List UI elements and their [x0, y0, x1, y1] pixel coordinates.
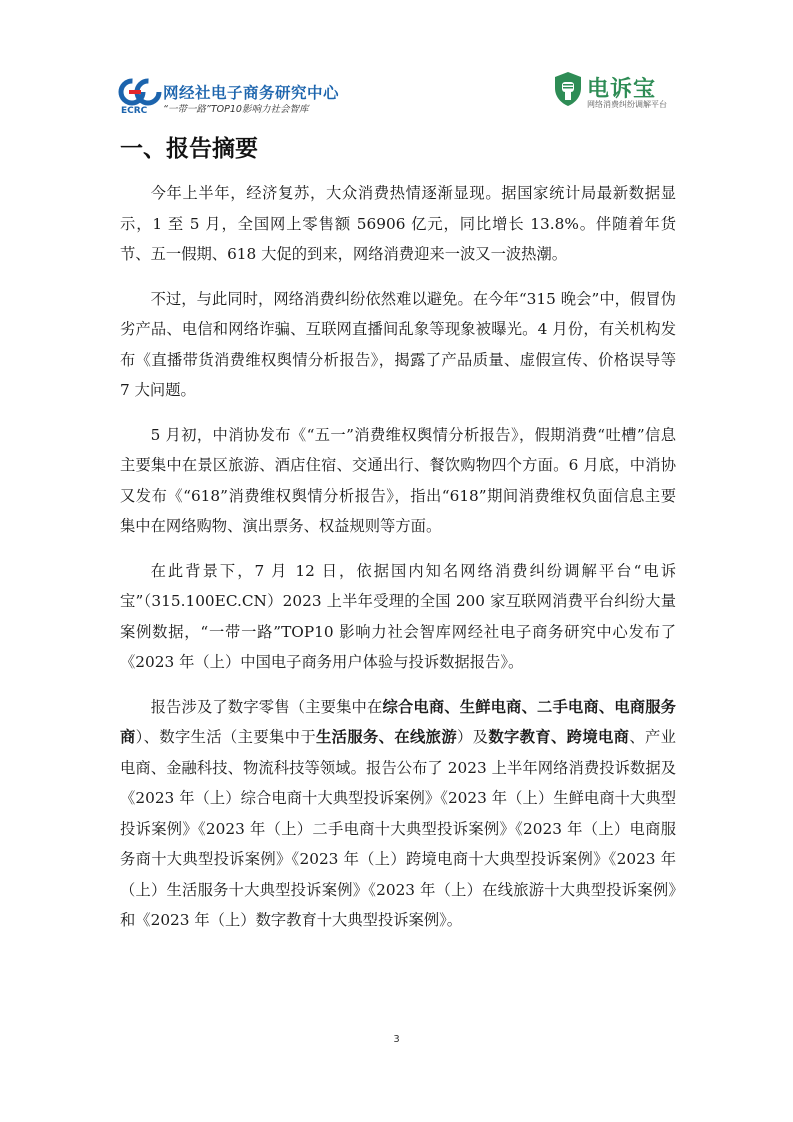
- dianshubao-logo: [553, 70, 683, 116]
- paragraph-5: [120, 692, 676, 936]
- paragraph-5-bold-2: 生活服务、在线旅游: [316, 728, 457, 746]
- page-number: 3: [393, 1034, 400, 1045]
- ecrc-logo: [118, 78, 348, 120]
- shield-fist-logo-icon: [553, 70, 583, 108]
- ecrc-logo-title: 网经社电子商务研究中心: [163, 84, 340, 102]
- paragraph-4: 在此背景下，7 月 12 日，依据国内知名网络消费纠纷调解平台“电诉宝”（315.100EC.CN）2023 上半年受理的全国 200 家互联网消费平台纠纷大量案例数据，“一带一路”TOP10 影响力社会智库网经社电子商务研究中心发布了《2023 年（上）中国电子商务用户体验与投诉数据报告》。: [120, 561, 676, 671]
- page-header: [0, 0, 793, 120]
- paragraph-5-text-4: 、产业电商、金融科技、物流科技等领域。报告公布了 2023 上半年网络消费投诉数据及《2023 年（上）综合电商十大典型投诉案例》《2023 年（上）生鲜电商十大典型投诉案例》《2023 年（上）二手电商十大典型投诉案例》《2023 年（上）电商服务商十大典型投诉案例》《2023 年（上）跨境电商十大典型投诉案例》《2023 年（上）生活服务十大典型投诉案例》《2023 年（上）在线旅游十大典型投诉案例》和《2023 年（上）数字教育十大典型投诉案例》。: [120, 728, 676, 929]
- paragraph-5-text-2: ）、数字生活（主要集中于: [135, 728, 316, 746]
- paragraph-2: 不过，与此同时，网络消费纠纷依然难以避免。在今年“315 晚会”中，假冒伪劣产品、电信和网络诈骗、互联网直播间乱象等现象被曝光。4 月份，有关机构发布《直播带货消费维权舆情分析报告》，揭露了产品质量、虚假宣传、价格误导等 7 大问题。: [120, 289, 676, 399]
- section-title: 一、报告摘要: [120, 136, 258, 162]
- dianshubao-logo-subtitle: 网络消费纠纷调解平台: [587, 100, 667, 109]
- paragraph-1: 今年上半年，经济复苏，大众消费热情逐渐显现。据国家统计局最新数据显示，1 至 5 月，全国网上零售额 56906 亿元，同比增长 13.8%。伴随着年货节、五一假期、618 大促的到来，网络消费迎来一波又一波热潮。: [120, 184, 676, 263]
- ecrc-logo-abbr: ECRC: [121, 106, 148, 116]
- paragraph-5-text-3: ）及: [456, 728, 489, 746]
- paragraph-5-text-1: 报告涉及了数字零售（主要集中在: [150, 697, 383, 716]
- dianshubao-logo-title: 电诉宝: [587, 77, 657, 102]
- paragraph-5-bold-1: 综合电商、生鲜电商、二手电商、电商服务商: [120, 697, 676, 746]
- paragraph-3: 5 月初，中消协发布《“五一”消费维权舆情分析报告》，假期消费“吐槽”信息主要集中在景区旅游、酒店住宿、交通出行、餐饮购物四个方面。6 月底，中消协又发布《“618”消费维权舆情分析报告》，指出“618”期间消费维权负面信息主要集中在网络购物、演出票务、权益规则等方面。: [120, 425, 676, 535]
- paragraph-5-bold-3: 数字教育、跨境电商: [488, 728, 630, 746]
- ecrc-logo-subtitle: “一带一路”TOP10影响力社会智库: [163, 104, 309, 115]
- report-summary-body: [120, 178, 676, 950]
